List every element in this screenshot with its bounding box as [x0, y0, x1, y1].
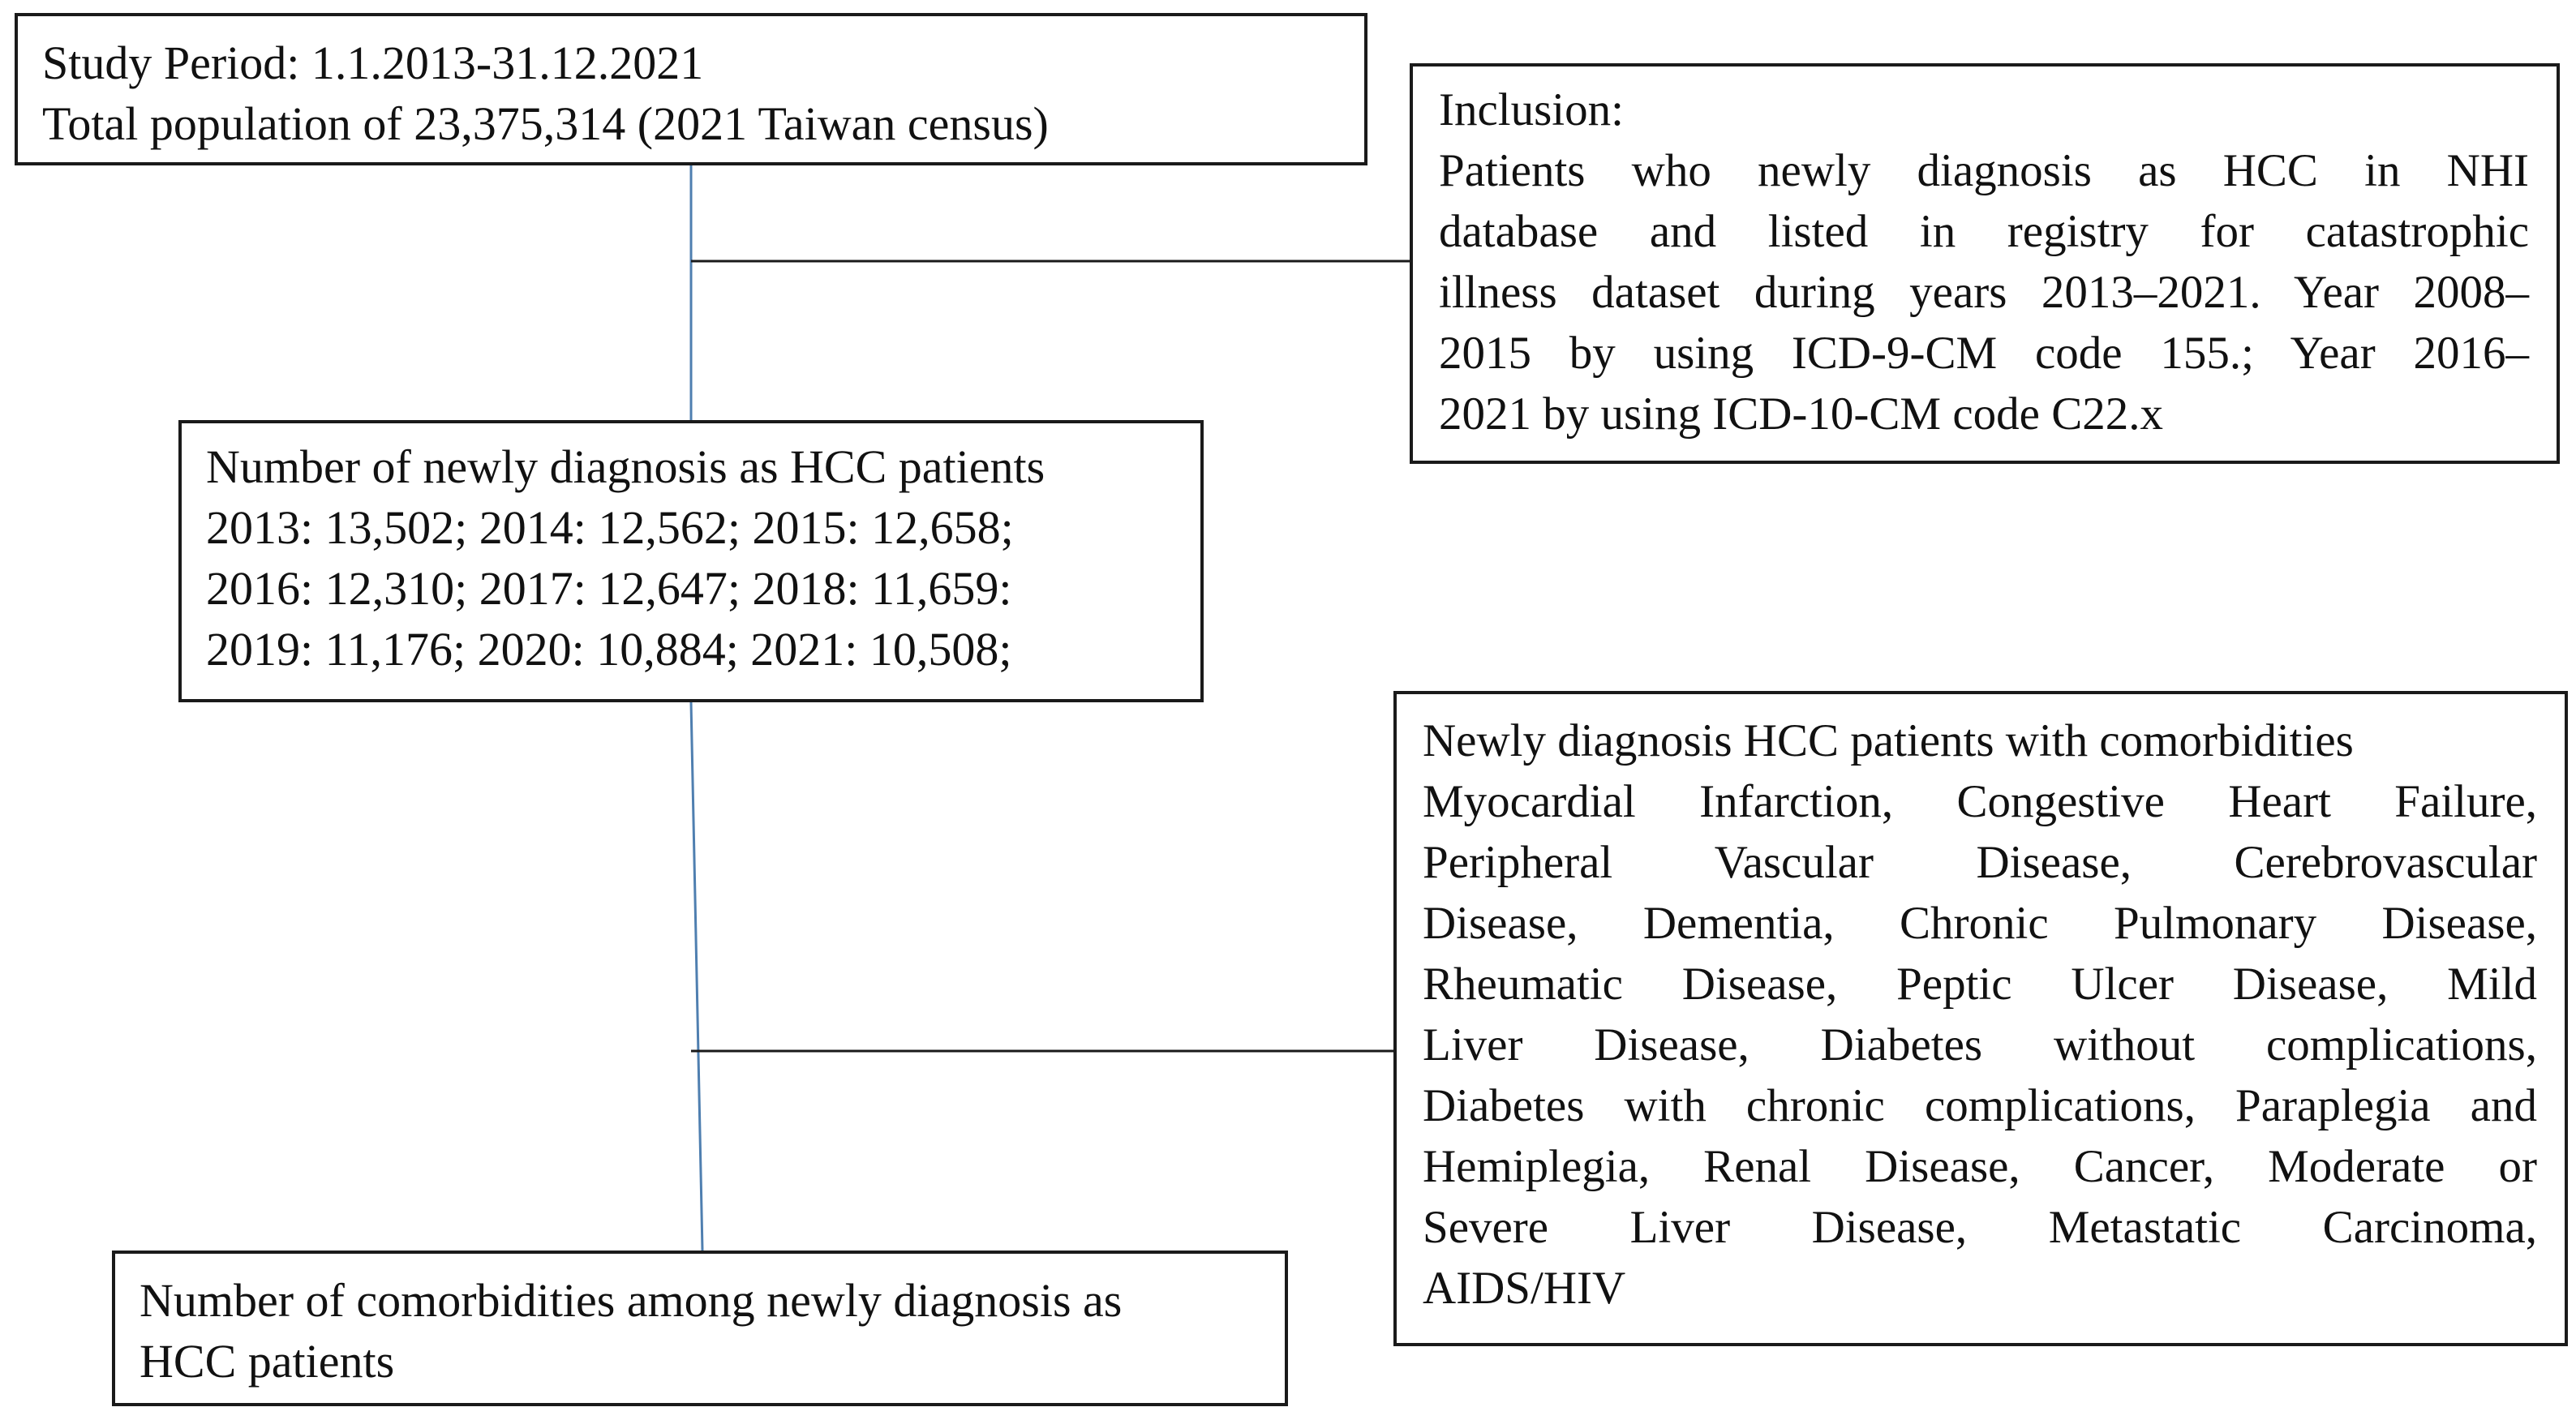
inclusion-heading: Inclusion: [1439, 84, 1624, 135]
comorbidity-count-box [112, 1251, 1288, 1406]
study-period-text: Study Period: 1.1.2013-31.12.2021 [42, 36, 704, 89]
comorbidity-count-text: HCC patients [140, 1335, 395, 1388]
comorbidity-line: Rheumatic Disease, Peptic Ulcer Disease, Mild [1423, 959, 2537, 1010]
newly-diagnosed-heading: Number of newly diagnosis as HCC patients [206, 440, 1045, 493]
inclusion-line: Patients who newly diagnosis as HCC in NHI [1439, 145, 2529, 196]
comorbidity-line: Diabetes with chronic complications, Paraplegia and [1423, 1080, 2537, 1131]
inclusion-criteria-box [1410, 63, 2560, 464]
comorbidities-list-box [1393, 691, 2568, 1346]
yearly-counts-line: 2013: 13,502; 2014: 12,562; 2015: 12,658; [206, 501, 1014, 554]
comorbidity-line: Liver Disease, Diabetes without complications, [1423, 1019, 2537, 1070]
comorbidity-line: Severe Liver Disease, Metastatic Carcinoma, [1423, 1202, 2537, 1253]
inclusion-line: 2021 by using ICD-10-CM code C22.x [1439, 388, 2163, 440]
comorbidity-count-text: Number of comorbidities among newly diagnosis as [140, 1274, 1123, 1327]
inclusion-line: illness dataset during years 2013–2021. Year 2008– [1439, 267, 2529, 318]
comorbidities-heading: Newly diagnosis HCC patients with comorbidities [1423, 715, 2354, 766]
connector-newly-to-result [691, 702, 702, 1251]
yearly-counts-line: 2019: 11,176; 2020: 10,884; 2021: 10,508; [206, 623, 1012, 676]
total-population-text: Total population of 23,375,314 (2021 Taiwan census) [42, 97, 1049, 150]
comorbidity-line: Myocardial Infarction, Congestive Heart Failure, [1423, 776, 2537, 827]
newly-diagnosed-count-box [178, 420, 1204, 702]
comorbidity-line: Disease, Dementia, Chronic Pulmonary Disease, [1423, 898, 2537, 949]
inclusion-line: database and listed in registry for catastrophic [1439, 206, 2529, 257]
inclusion-line: 2015 by using ICD-9-CM code 155.; Year 2016– [1439, 328, 2529, 379]
study-period-box [15, 13, 1367, 165]
yearly-counts-line: 2016: 12,310; 2017: 12,647; 2018: 11,659: [206, 562, 1012, 615]
comorbidity-line: AIDS/HIV [1423, 1263, 1626, 1314]
comorbidity-line: Peripheral Vascular Disease, Cerebrovascular [1423, 837, 2537, 888]
comorbidity-line: Hemiplegia, Renal Disease, Cancer, Moderate or [1423, 1141, 2537, 1192]
